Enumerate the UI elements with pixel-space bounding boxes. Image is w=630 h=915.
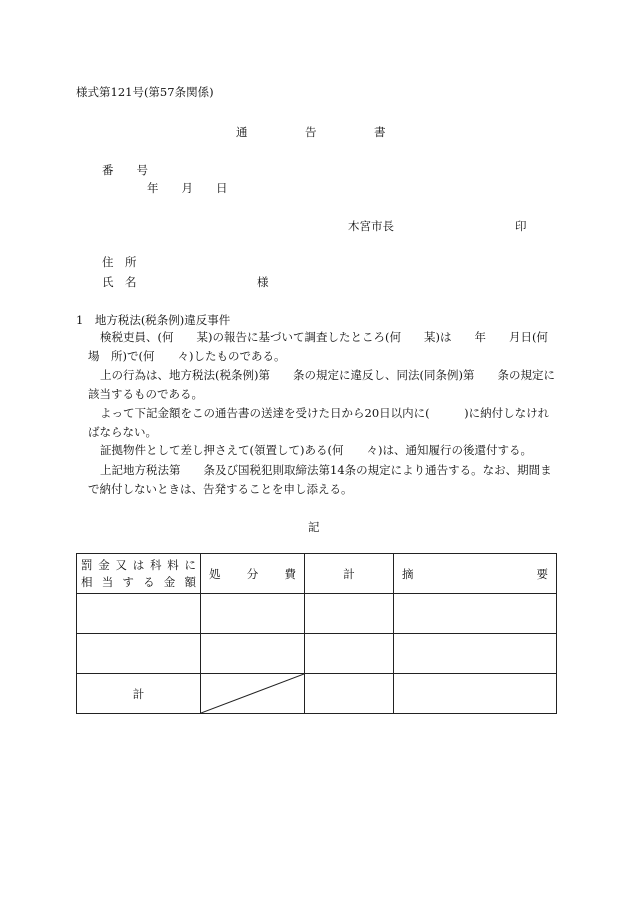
cell-remarks xyxy=(394,634,557,674)
cell-total xyxy=(305,634,394,674)
paragraph-2: 上の行為は、地方税法(税条例)第 条の規定に違反し、同法(同条例)第 条の規定に該当するものである。 xyxy=(88,368,555,402)
paragraph-3: よって下記金額をこの通告書の送達を受けた日から20日以内に( )に納付しなければならない。 xyxy=(88,406,550,440)
section-title: 1 地方税法(税条例)違反事件 xyxy=(76,313,231,327)
paragraph-5: 上記地方税法第 条及び国税犯則取締法第14条の規定により通告する。なお、期間まで納付しないときは、告発することを申し添える。 xyxy=(88,463,552,497)
cell-fine-amount xyxy=(77,634,201,674)
honorific: 様 xyxy=(257,275,269,289)
date-label: 年 月 日 xyxy=(147,181,228,195)
ki-heading: 記 xyxy=(308,520,320,534)
header-remarks: 摘要 xyxy=(394,554,557,594)
diagonal-line xyxy=(201,674,304,713)
total-label: 計 xyxy=(77,674,201,714)
paragraph-4: 証拠物件として差し押さえて(領置して)ある(何 々)は、通知履行の後還付する。 xyxy=(100,443,532,457)
cell-remarks xyxy=(394,674,557,714)
cell-fine-amount xyxy=(77,594,201,634)
table-header-row xyxy=(77,554,557,594)
cell-remarks xyxy=(394,594,557,634)
table-row xyxy=(77,634,557,674)
seal-mark: 印 xyxy=(515,219,527,233)
number-label: 番 号 xyxy=(102,163,148,177)
paragraph-1: 検税吏員、(何 某)の報告に基づいて調査したところ(何 某)は 年 月日(何 場 所)で(何 々)したものである。 xyxy=(88,330,560,364)
amount-table xyxy=(76,553,557,714)
header-disposal-fee: 処分費 xyxy=(201,554,305,594)
table-row xyxy=(77,594,557,634)
cell-disposal-fee xyxy=(201,594,305,634)
cell-total xyxy=(305,594,394,634)
issuer: 木宮市長 xyxy=(348,219,394,233)
diagonal-cell xyxy=(201,674,305,714)
table-total-row xyxy=(77,674,557,714)
header-fine-amount: 罰金又は科料に 相当する金額 xyxy=(77,554,201,594)
header-total: 計 xyxy=(305,554,394,594)
form-number: 様式第121号(第57条関係) xyxy=(76,85,214,99)
address-label: 住 所 xyxy=(102,255,137,269)
cell-total xyxy=(305,674,394,714)
cell-disposal-fee xyxy=(201,634,305,674)
name-label: 氏 名 xyxy=(102,275,137,289)
document-title: 通 告 書 xyxy=(236,125,386,139)
